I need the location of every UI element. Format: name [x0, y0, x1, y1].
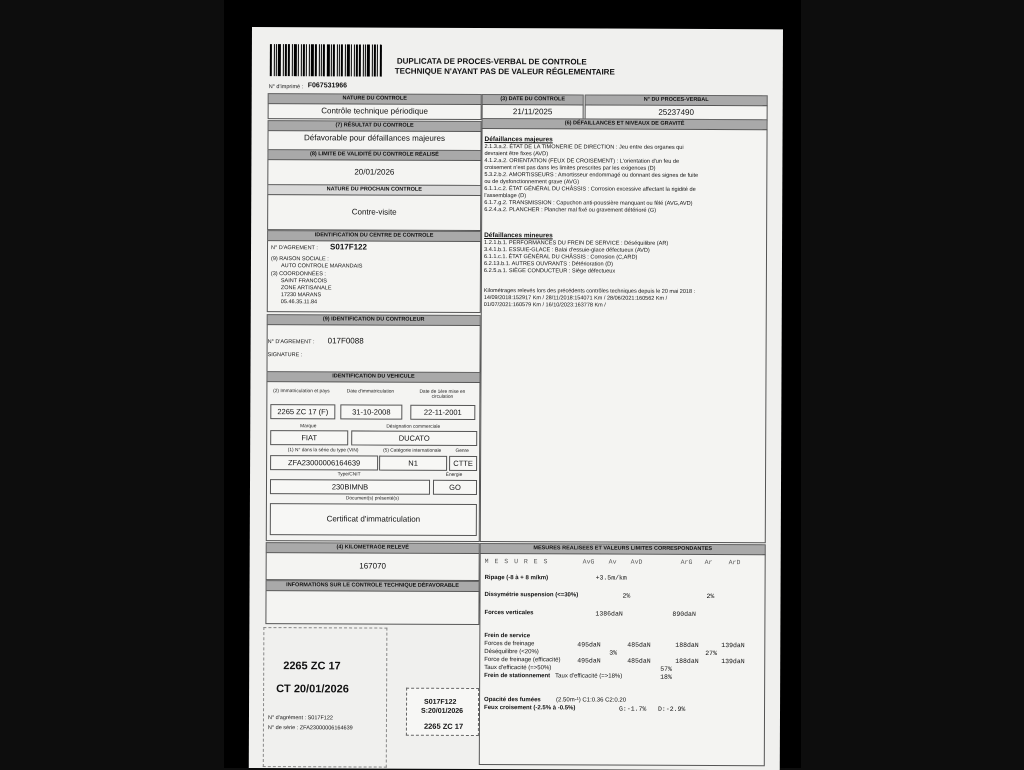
barcode-bar	[359, 44, 361, 76]
ffe-v3: 188daN	[675, 657, 699, 665]
centre-box	[267, 240, 481, 313]
deseq-label: Déséquilibre (<20%)	[484, 649, 539, 656]
barcode-bar	[339, 44, 340, 76]
barcode-bar	[337, 44, 338, 76]
defaillance-majeure-line: croisement n'est pas dans les limites prescrites par les exigences (D)	[484, 165, 656, 172]
document-value: Certificat d'immatriculation	[270, 503, 477, 536]
km-history-line: Kilométrages relevés lors des précédents contrôles techniques depuis le 20 mai 2018 :	[483, 288, 696, 295]
centre-header: IDENTIFICATION DU CENTRE DE CONTROLE	[267, 230, 481, 242]
ff-v2: 485daN	[627, 641, 651, 649]
mineures-title: Défaillances mineures	[484, 232, 553, 240]
designation-label: Désignation commerciale	[386, 424, 441, 430]
date-circ-label: Date de 1ère mise en circulation	[419, 389, 466, 400]
barcode-bar	[351, 44, 352, 76]
nature-controle-header: NATURE DU CONTROLE	[268, 93, 482, 105]
col-ar: Ar	[704, 558, 713, 567]
infos-box	[265, 590, 479, 625]
marque-label: Marque	[300, 424, 317, 430]
genre-label: Genre	[455, 448, 469, 454]
feux-label: Feux croisement (-2.5% à -0.5%)	[484, 705, 576, 712]
numero-pv-header: N° DU PROCES-VERBAL	[585, 94, 768, 106]
barcode-bar	[354, 44, 355, 76]
km-history-line: 14/09/2018:152917 Km / 28/11/2018:154071 Km / 28/06/2021:160562 Km /	[483, 295, 668, 302]
barcode-bar	[374, 45, 376, 77]
mesures-box	[479, 553, 766, 766]
barcode-bar	[341, 44, 343, 76]
barcode-bar	[321, 44, 322, 76]
marque-value: FIAT	[270, 430, 348, 445]
barcode-bar	[278, 44, 281, 76]
prochain-value: Contre-visite	[267, 194, 481, 231]
coord-line: 17230 MARANS	[280, 292, 322, 299]
defaillance-mineure-line: 6.2.5.a.1. SIÈGE CONDUCTEUR : Siège défectueux	[483, 268, 616, 275]
barcode-bar	[274, 44, 275, 76]
defaillance-majeure-line: 2.1.3.a.2. ÉTAT DE LA TIMONERIE DE DIRECTION : Jeu entre des organes qui	[484, 144, 684, 151]
vehicule-header: IDENTIFICATION DU VEHICULE	[266, 371, 480, 383]
defaillance-majeure-line: 6.1.7.g.2. TRANSMISSION : Capuchon anti-poussière manquant ou fêlé (AVG,AVD)	[484, 200, 693, 207]
defaillance-mineure-line: 1.2.1.b.1. PERFORMANCES DU FREIN DE SERVICE : Déséquilibre (AR)	[484, 240, 669, 247]
defaillance-majeure-line: 5.3.2.b.2. AMORTISSEURS : Amortisseur endommagé ou donnant des signes de fuite	[484, 172, 699, 179]
defaillance-majeure-line: l'assemblage (D)	[484, 193, 527, 200]
disso-label: Dissymétrie suspension (<=30%)	[484, 592, 579, 599]
barcode-bar	[347, 44, 350, 76]
imprime-number: F067531966	[307, 82, 348, 90]
barcode-bar	[270, 44, 272, 76]
defaillance-majeure-line: 6.1.1.c.2. ÉTAT GÉNÉRAL DU CHÂSSIS : Corrosion excessive affectant la rigidité de	[484, 186, 696, 193]
defaillances-box	[480, 128, 768, 543]
vignette-stamp	[406, 688, 479, 736]
vignette-serie: N° de série : ZFA23000006164639	[267, 725, 353, 732]
ffe-label: Force de freinage (efficacité)	[484, 657, 561, 664]
barcode-bar	[276, 44, 277, 76]
type-value: 230BIMNB	[270, 479, 430, 495]
signature-label: SIGNATURE :	[267, 352, 303, 359]
defaillance-majeure-line: 4.1.2.a.2. ORIENTATION (FEUX DE CROISEMENT) : L'orientation d'un feu de	[484, 158, 680, 165]
barcode-bar	[294, 44, 297, 76]
kilometrage-value: 167070	[266, 552, 480, 581]
controleur-agrement-label: N° D'AGREMENT :	[267, 339, 315, 346]
majeures-title: Défaillances majeures	[484, 136, 553, 144]
opacite-value: (2.50m-¹) C1:0.36 C2:0.20	[556, 697, 627, 704]
forces-v-ar: 890daN	[672, 610, 696, 618]
majeures-list	[484, 144, 764, 214]
defaillance-majeure-line: ou de dysfonctionnement grave (AVG)	[484, 179, 580, 186]
defaillance-mineure-line: 3.4.1.b.1. ESSUIE-GLACE : Balai d'essuie-glace défectueux (AVD)	[484, 247, 650, 254]
barcode-bar	[333, 44, 335, 76]
genre-value: CTTE	[449, 456, 477, 471]
forces-v-av: 1386daN	[595, 610, 623, 618]
deseq-av: 3%	[609, 649, 618, 657]
mesures-header: MESURES REALISEES ET VALEURS LIMITES CORRESPONDANTES	[480, 543, 766, 555]
frein-title: Frein de service	[484, 633, 531, 640]
ripage-label: Ripage (-8 à + 8 m/km)	[484, 575, 549, 582]
ffe-v1: 495daN	[577, 657, 601, 665]
defaillance-mineure-line: 6.2.13.b.1. AUTRES OUVRANTS : Détérioration (D)	[483, 261, 613, 268]
col-av: Av	[608, 558, 617, 566]
imprime-label: N° d'imprimé :	[268, 84, 304, 91]
defaillance-mineure-line: 6.1.1.c.1. ÉTAT GÉNÉRAL DU CHÂSSIS : Corrosion (C,ARD)	[483, 254, 638, 261]
ffe-v4: 139daN	[721, 658, 745, 666]
immat-value: 2265 ZC 17 (F)	[270, 404, 335, 419]
barcode-bar	[303, 44, 305, 76]
barcode-bar	[292, 44, 293, 76]
raison-label: (9) RAISON SOCIALE :	[270, 256, 329, 263]
taux-label: Taux d'efficacité (=>50%)	[484, 665, 552, 672]
barcode-bar	[331, 44, 332, 76]
raison-value: AUTO CONTROLE MARANDAIS	[280, 263, 363, 270]
barcode-bar	[309, 44, 310, 76]
barcode-bar	[377, 45, 378, 77]
col-arg: ArG	[680, 558, 693, 566]
defaillances-header: (6) DÉFAILLANCES ET NIVEAUX DE GRAVITÉ	[482, 118, 768, 130]
barcode-bar	[356, 44, 358, 76]
barcode-bar	[319, 44, 320, 76]
centre-agrement-label: N° D'AGREMENT :	[271, 245, 318, 252]
barcode-bar	[311, 44, 314, 76]
forces-v-label: Forces verticales	[484, 610, 534, 617]
ff-v3: 188daN	[675, 641, 699, 649]
km-history-line: 01/07/2021:160579 Km / 16/10/2023:163778 Km /	[483, 302, 606, 309]
barcode-bar	[363, 44, 364, 76]
coord-line: 05.46.35.11.84	[280, 299, 318, 306]
barcode-bar	[315, 44, 317, 76]
energie-value: GO	[433, 480, 477, 495]
barcode-image	[270, 44, 388, 77]
document-label: Document(s) présenté(s)	[345, 496, 399, 502]
immat-label: (2) Immatriculation et pays	[273, 389, 330, 395]
ripage-value: +3.5m/km	[595, 574, 627, 582]
date-immat-value: 31-10-2008	[340, 404, 402, 419]
numero-pv-value: 25237490	[585, 104, 768, 121]
barcode-bar	[327, 44, 330, 76]
kilometrage-header: (4) KILOMETRAGE RELEVÉ	[266, 542, 480, 554]
date-controle-header: (3) DATE DU CONTROLE	[482, 94, 584, 105]
prochain-header: NATURE DU PROCHAIN CONTROLE	[267, 184, 481, 196]
feux-d: D:-2.9%	[658, 705, 686, 713]
doc-title-line2: TECHNIQUE N'AYANT PAS DE VALEUR RÉGLEMENTAIRE	[394, 66, 615, 77]
barcode-bar	[367, 45, 370, 77]
validite-header: (8) LIMITE DE VALIDITÉ DU CONTROLE RÉALISÉ	[267, 149, 481, 161]
nature-controle-value: Contrôle technique périodique	[268, 103, 482, 120]
barcode-bar	[365, 44, 366, 76]
vignette-cutout	[263, 627, 388, 768]
barcode-bar	[285, 44, 287, 76]
col-avg: AvG	[582, 558, 595, 566]
vehicule-box	[266, 381, 481, 542]
defaillance-majeure-line: 6.2.4.a.2. PLANCHER : Plancher mal fixé ou gravement détérioré (G)	[484, 207, 657, 214]
coord-label: (3) COORDONNÉES :	[270, 271, 326, 278]
resultat-value: Défavorable pour défaillances majeures	[267, 130, 481, 153]
barcode-bar	[283, 44, 284, 76]
opacite-label: Opacité des fumées	[484, 697, 541, 704]
barcode-bar	[301, 44, 302, 76]
stat-taux-label: Taux d'efficacité (=>18%)	[555, 673, 623, 680]
designation-value: DUCATO	[351, 430, 477, 446]
doc-title-line1: DUPLICATA DE PROCES-VERBAL DE CONTROLE	[396, 56, 587, 67]
date-circ-value: 22-11-2001	[410, 405, 475, 420]
vignette-agrement: N° d'agrément : S017F122	[267, 715, 334, 722]
energie-label: Énergie	[445, 472, 463, 478]
vin-value: ZFA23000006164639	[270, 455, 378, 470]
vignette-plate: 2265 ZC 17	[283, 660, 341, 673]
mesures-title: M E S U R E S	[484, 558, 549, 566]
barcode-bar	[372, 45, 373, 77]
barcode-bar	[298, 44, 299, 76]
barcode-bar	[380, 45, 382, 77]
type-label: Type/CNIT	[337, 472, 361, 478]
categorie-value: N1	[379, 456, 447, 471]
ff-v4: 139daN	[721, 642, 745, 650]
document-paper	[249, 27, 783, 770]
date-controle-value: 21/11/2025	[482, 104, 584, 120]
infos-header: INFORMATIONS SUR LE CONTROLE TECHNIQUE DÉFAVORABLE	[266, 580, 480, 592]
col-avd: AvD	[630, 558, 643, 566]
categorie-label: (5) Catégorie internationale	[383, 448, 442, 454]
stamp-date: S:20/01/2026	[421, 707, 464, 715]
date-immat-label: Date d'immatriculation	[346, 389, 395, 395]
stat-label: Frein de stationnement	[484, 673, 551, 680]
disso-av: 2%	[622, 592, 631, 600]
taux-value: 57%	[660, 665, 672, 673]
defaillance-majeure-line: devraient être fixes (AVD)	[484, 151, 549, 158]
stamp-agrement: S017F122	[424, 698, 457, 706]
col-ard: ArD	[728, 559, 741, 567]
barcode-bar	[345, 44, 346, 76]
feux-g: G:-1.7%	[619, 705, 647, 713]
vin-label: (1) N° dans la série du type (VIN)	[287, 448, 359, 454]
stat-value: 18%	[660, 673, 672, 681]
vignette-ct-date: CT 20/01/2026	[276, 683, 349, 696]
resultat-header: (7) RÉSULTAT DU CONTROLE	[268, 120, 482, 132]
controleur-box	[266, 324, 480, 375]
deseq-ar: 27%	[705, 649, 717, 658]
mineures-list	[483, 240, 764, 275]
centre-agrement-value: S017F122	[330, 242, 367, 252]
coord-line: SAINT FRANCOIS	[280, 278, 327, 285]
controleur-agrement-value: 017F0088	[327, 336, 364, 346]
stamp-plate: 2265 ZC 17	[423, 721, 464, 731]
barcode-bar	[323, 44, 325, 76]
barcode-bar	[288, 44, 290, 76]
ff-v1: 495daN	[577, 641, 601, 649]
disso-ar: 2%	[706, 592, 715, 601]
coord-line: ZONE ARTISANALE	[280, 285, 332, 292]
controleur-header: (9) IDENTIFICATION DU CONTROLEUR	[267, 314, 481, 326]
validite-value: 20/01/2026	[267, 159, 481, 186]
barcode-bar	[306, 44, 307, 76]
ffe-v2: 485daN	[627, 657, 651, 665]
ff-label: Forces de freinage	[484, 641, 535, 648]
